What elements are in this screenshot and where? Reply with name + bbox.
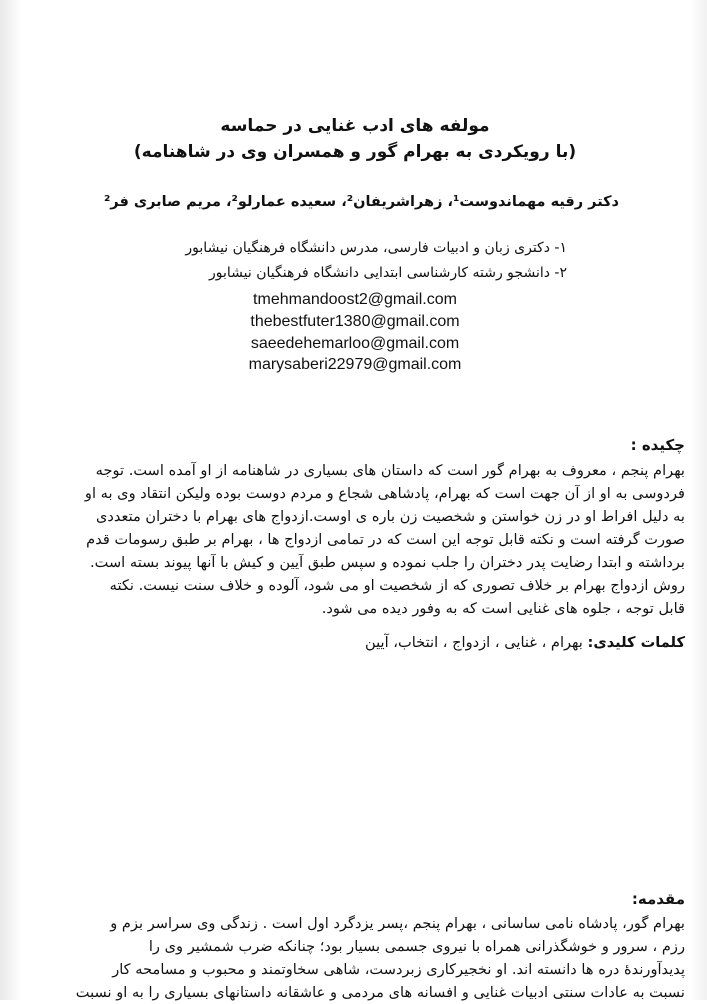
abstract-line: روش ازدواج بهرام بر خلاف تصوری که از شخصیت او می شود، آلوده و خلاف سنت نیست. نکته xyxy=(109,577,685,594)
paper-title-line-2: (با رویکردی به بهرام گور و همسران وی در شاهنامه) xyxy=(133,142,577,162)
introduction-line: نسبت به عادات سنتی ادبیات غنایی و افسانه های مردمی و عاشقانه داستانهای بسیاری را به او نسبت xyxy=(75,984,685,1001)
introduction-line: بهرام گور، پادشاه نامی ساسانی ، بهرام پنجم ،پسر یزدگرد اول است . زندگی وی سراسر بزم و xyxy=(110,915,685,932)
introduction-heading: مقدمه: xyxy=(631,890,685,908)
author-email: marysaberi22979@gmail.com xyxy=(248,356,462,373)
abstract-line: بهرام پنجم ، معروف به بهرام گور است که داستان های بسیاری در شاهنامه از او آمده است. توجه xyxy=(95,462,685,479)
introduction-line: رزم ، سرور و خوشگذرانی همراه با نیروی جسمی بسیار بود؛ چنانکه ضرب شمشیر وی را xyxy=(148,938,685,955)
author-email: saeedehemarloo@gmail.com xyxy=(250,335,460,352)
author-list: دکتر رقیه مهماندوست¹، زهراشریفان²، سعیده عمارلو²، مریم صابری فر² xyxy=(103,194,619,210)
abstract-line: فردوسی به او از آن جهت است که بهرام، پادشاهی شجاع و مردم دوست بوده ولیکن انتقاد وی به او xyxy=(84,485,685,502)
abstract-line: صورت گرفته است و نکته قابل توجه این است که در تمامی ازدواج ها ، بهرام بر طبق رسومات قدم xyxy=(86,531,685,548)
abstract-line: به دلیل افراط او در زن خواستن و شخصیت زن باره ی اوست.ازدواج های بهرام با دختران متعددی xyxy=(95,508,685,525)
paper-title-line-1: مولفه های ادب غنایی در حماسه xyxy=(220,116,490,136)
introduction-line: پدیدآورندهٔ دره ها دانسته اند. او نخجیرکاری زبردست، شاهی سخاوتمند و محبوب و مسامحه کار xyxy=(112,961,685,978)
abstract-paragraph xyxy=(14,459,685,620)
keywords-line xyxy=(365,634,685,651)
keywords-text: بهرام ، غنایی ، ازدواج ، انتخاب، آیین xyxy=(365,634,583,651)
affiliation-2: ۲- دانشجو رشته کارشناسی ابتدایی دانشگاه فرهنگیان نیشابور xyxy=(209,265,567,281)
author-email: tmehmandoost2@gmail.com xyxy=(253,291,457,308)
abstract-line: قابل توجه ، جلوه های غنایی است که به وفور دیده می شود. xyxy=(321,600,685,617)
author-email: thebestfuter1380@gmail.com xyxy=(250,313,460,330)
affiliation-1: ۱- دکتری زبان و ادبیات فارسی، مدرس دانشگاه فرهنگیان نیشابور xyxy=(185,240,567,256)
abstract-heading: چکیده : xyxy=(630,436,685,454)
introduction-paragraph xyxy=(14,912,685,1004)
keywords-label: کلمات کلیدی: xyxy=(587,634,685,651)
abstract-line: برداشته و ابتدا رضایت پدر دختران را جلب نموده و سپس طبق آیین و کیش با آنها پیوند بسته است. xyxy=(89,554,685,571)
